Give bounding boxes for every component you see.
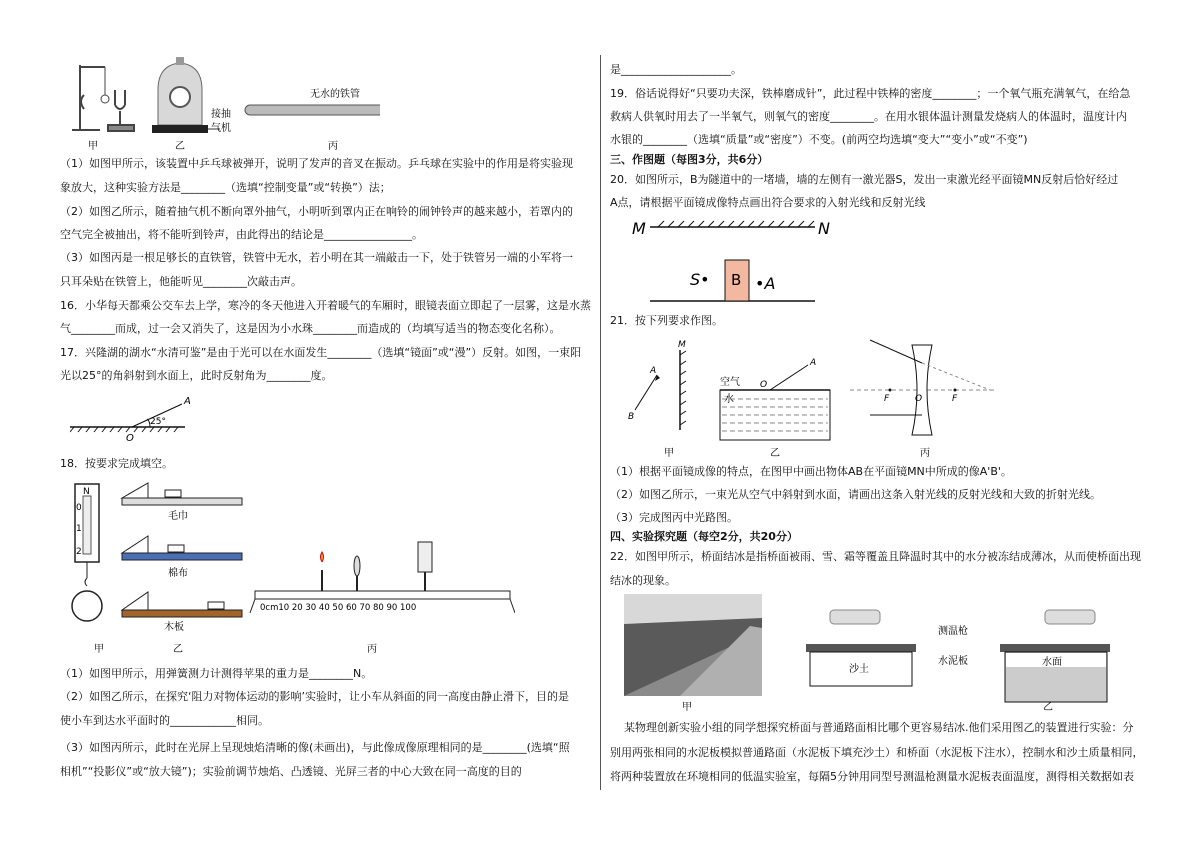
fig21-f2: F: [952, 394, 958, 404]
q21-2: （2）如图乙所示，一束光从空气中斜射到水面，请画出这条入射光线的反射光线和大致的折射光线。: [610, 488, 1101, 501]
fig21-o: O: [760, 380, 768, 390]
wood-label: 木板: [164, 622, 184, 633]
q22-line1: 22．如图甲所示，桥面结冰是指桥面被雨、雪、霜等覆盖且降温时其中的水分被冻结成薄冰，从而使桥面出现: [610, 550, 1141, 563]
figure-17: [70, 392, 200, 447]
q15-1-line2: 象放大，这种实验方法是________（选填“控制变量”或“转换”）法；: [60, 181, 391, 194]
experiment-setup: [806, 610, 1110, 702]
point-o-label: O: [126, 433, 134, 444]
q15-2-line1: （2）如图乙所示，随着抽气机不断向罩外抽气，小明听到罩内正在响铃的闹钟铃声的越来越小，若罩内的: [60, 205, 573, 218]
fig21-a2: A: [810, 358, 817, 368]
mirror-n-label: N: [818, 219, 830, 238]
ramp-towel: [122, 483, 242, 522]
figure-20: [630, 215, 850, 305]
q18-2-line2: 使小车到达水平面时的____________相同。: [60, 714, 269, 727]
fig21-b: B: [628, 412, 635, 422]
sand-label: 沙土: [849, 664, 869, 675]
fig21-label-bing: 丙: [920, 448, 930, 459]
fig22-label-jia: 甲: [682, 702, 692, 712]
fig21-label-yi: 乙: [770, 448, 780, 459]
para-1: 某物理创新实验小组的同学想探究桥面与普通路面相比哪个更容易结冰.他们采用图乙的装置进行实验：分: [624, 721, 1134, 734]
spring-scale: [72, 484, 102, 621]
section-4-heading: 四、实验探究题（每空2分，共20分）: [610, 530, 798, 543]
column-divider: [600, 55, 601, 790]
ramp-cotton: [122, 536, 242, 579]
q19-line2: 救病人供氧时用去了一半氧气，则氧气的密度________。在用水银体温计测量发烧病人的体温时，温度计内: [610, 110, 1127, 123]
q19-line1: 19．俗话说得好“只要功夫深，铁棒磨成针”，此过程中铁棒的密度________；一个氧气瓶充满氧气，在给急: [610, 87, 1131, 100]
label-jia-18: 甲: [94, 644, 104, 655]
figure-21: [620, 335, 1010, 460]
label-bing: 丙: [328, 141, 338, 152]
tube-label: 无水的铁管: [310, 89, 360, 100]
point-a-label-20: •A: [755, 274, 776, 293]
scale-2: 2: [76, 547, 82, 557]
optical-bench: [250, 542, 515, 613]
q18-3-line1: （3）如图丙所示，此时在光屏上呈现烛焰清晰的像(未画出)，与此像成像原理相同的是________(选填“照: [60, 741, 570, 754]
pump-label-2: 气机: [211, 123, 231, 134]
figure-22: [620, 592, 1125, 712]
water-surface-label: 水面: [1042, 657, 1062, 668]
air-label: 空气: [720, 377, 740, 388]
label-yi: 乙: [175, 141, 185, 152]
fig21-m: M: [678, 340, 686, 350]
label-bing-18: 丙: [367, 644, 377, 655]
q18-3-line2: 相机”“投影仪”或“放大镜”)；实验前调节烛焰、凸透镜、光屏三者的中心大致在同一高度的目的: [60, 765, 522, 778]
fig21-a: A: [650, 366, 657, 376]
q15-2-line2: 空气完全被抽出，将不能听到铃声，由此得出的结论是________________。: [60, 228, 423, 241]
iron-tube: [245, 87, 380, 115]
q21-3: （3）完成图丙中光路图。: [610, 511, 738, 524]
scale-unit: N: [83, 487, 90, 497]
q22-line2: 结冰的现象。: [610, 574, 676, 587]
laser-s-label: S•: [690, 270, 710, 289]
para-2: 别用两张相同的水泥板模拟普通路面（水泥板下填充沙土）和桥面（水泥板下注水），控制水和沙土质量相同，: [610, 746, 1144, 759]
ruler-scale: 0cm10 20 30 40 50 60 70 80 90 100: [260, 603, 417, 613]
wall-b-label: B: [731, 271, 742, 289]
q16-line2: 气________而成，过一会又消失了，这是因为小水珠________而造成的（均填写适当的物态变化名称）。: [60, 322, 561, 335]
q20-line1: 20．如图所示，B为隧道中的一堵墙，墙的左侧有一激光器S，发出一束激光经平面镜MN反射后恰好经过: [610, 173, 1119, 186]
mirror-m-label: M: [632, 219, 646, 238]
fig21-mirror: [628, 340, 686, 430]
ramp-wood: [122, 592, 242, 633]
q20-line2: A点，请根据平面镜成像特点画出符合要求的入射光线和反射光线: [610, 196, 926, 209]
point-a-label: A: [184, 396, 191, 407]
bell-jar-apparatus: [152, 57, 231, 134]
bridge-photo: [624, 594, 762, 696]
scale-1: 1: [76, 524, 82, 534]
figure-18: [70, 478, 515, 656]
q18-2-line1: （2）如图乙所示，在探究‘阻力对物体运动的影响’实验时，让小车从斜面的同一高度由静止滑下，目的是: [60, 690, 569, 703]
q18-1: （1）如图甲所示，用弹簧测力计测得苹果的重力是________N。: [60, 667, 373, 680]
fig21-lens: [850, 340, 995, 435]
para-3: 将两种装置放在环境相同的低温实验室，每隔5分钟用同型号测温枪测量水泥板表面温度，测得相关数据如表: [610, 770, 1134, 783]
fig22-label-yi: 乙: [1043, 702, 1053, 712]
towel-label: 毛巾: [168, 511, 188, 522]
water-label: 水: [724, 394, 734, 405]
angle-label: 25°: [150, 417, 166, 427]
q15-3-line1: （3）如图丙是一根足够长的直铁管，铁管中无水，若小明在其一端敲击一下，处于铁管另一端的小军将一: [60, 251, 573, 264]
scale-0: 0: [76, 503, 82, 513]
q19-line3: 水银的________（选填“质量”或“密度”）不变。(前两空均选填“变大”“变小”或“不变”): [610, 133, 1028, 146]
section-3-heading: 三、作图题（每图3分，共6分）: [610, 153, 769, 166]
q18-title: 18．按要求完成填空。: [60, 457, 173, 470]
fig21-label-jia: 甲: [664, 448, 674, 459]
fig21-f1: F: [884, 394, 890, 404]
q15-3-line2: 只耳朵贴在铁管上，他能听见________次敲击声。: [60, 275, 302, 288]
q16-line1: 16．小华每天都乘公交车去上学，寒冷的冬天他进入开着暖气的车厢时，眼镜表面立即起了一层雾，这是水蒸: [60, 299, 591, 312]
q17-line1: 17．兴隆湖的湖水“水清可鉴”是由于光可以在水面发生________（选填“镜面”或“漫”）反射。如图，一束阳: [60, 346, 582, 359]
q18-3-continuation: 是____________________。: [610, 63, 742, 76]
tuning-fork-apparatus: [72, 65, 134, 131]
q21-title: 21．按下列要求作图。: [610, 314, 723, 327]
pump-label: 接抽: [211, 109, 231, 120]
label-yi-18: 乙: [173, 644, 183, 655]
thermo-gun-label: 测温枪: [938, 626, 968, 637]
figure-15: [60, 55, 380, 155]
fig21-water: [720, 358, 830, 440]
cotton-label: 棉布: [168, 568, 188, 579]
fig21-o3: O: [915, 394, 923, 404]
q15-1-line1: （1）如图甲所示，该装置中乒乓球被弹开，说明了发声的音叉在振动。乒乓球在实验中的作用是将实验现: [60, 157, 573, 170]
label-jia: 甲: [88, 141, 98, 152]
q21-1: （1）根据平面镜成像的特点，在图甲中画出物体AB在平面镜MN中所成的像A'B'。: [610, 465, 1012, 478]
q17-line2: 光以25°的角斜射到水面上，此时反射角为________度。: [60, 369, 333, 382]
cement-board-label: 水泥板: [938, 656, 968, 667]
